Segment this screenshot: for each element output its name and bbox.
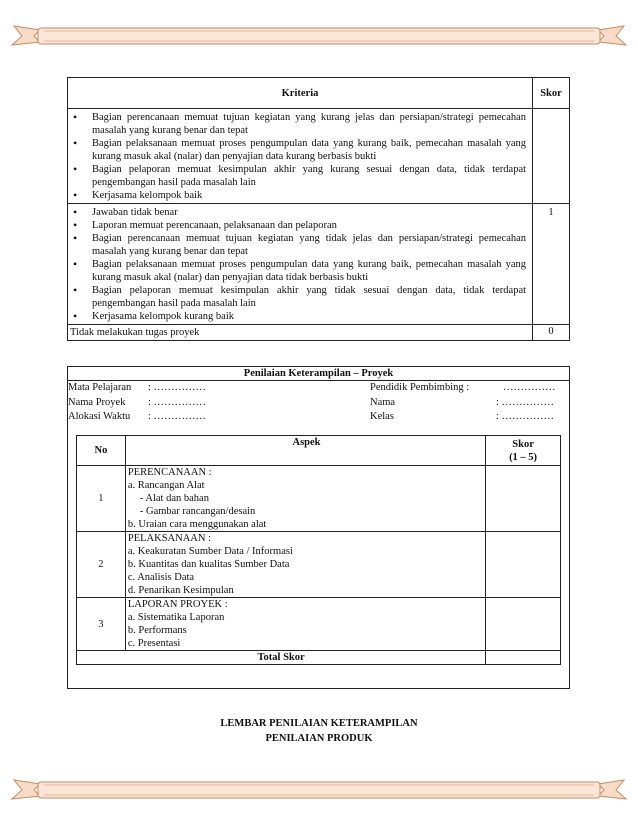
kelas-value: : …………… (496, 411, 555, 422)
list-item: • Bagian pelaporan memuat kesimpulan akhir yang kurang sesuai dengan data, tidak terdapat pengembangan hasil pada masalah lain (68, 163, 526, 189)
table-row (68, 109, 570, 204)
kelas-label: Kelas (370, 411, 394, 422)
score-cell: 1 (533, 204, 570, 325)
criteria-cell: Tidak melakukan tugas proyek (68, 325, 533, 341)
list-item: • Bagian pelaporan memuat kesimpulan akhir yang tidak sesuai dengan data, tidak terdapat pengembangan hasil pada masalah lain (68, 284, 526, 310)
alokasi-waktu-label: Alokasi Waktu (68, 411, 131, 422)
heading-line-2: PENILAIAN PRODUK (265, 733, 373, 744)
aspect-score-table (76, 435, 561, 665)
aspect-line: b. Performans (127, 625, 187, 636)
form-row (68, 381, 569, 394)
aspect-line: - Alat dan bahan (139, 493, 209, 504)
list-item: • Kerjasama kelompok kurang baik (68, 310, 526, 323)
row-number: 1 (77, 466, 126, 532)
pendidik-label: Pendidik Pembimbing : (370, 382, 470, 393)
heading-line-1: LEMBAR PENILAIAN KETERAMPILAN (220, 718, 418, 729)
total-score-cell[interactable] (486, 651, 561, 665)
header-no: No (77, 436, 126, 466)
nama-proyek-label: Nama Proyek (68, 397, 126, 408)
aspect-line: a. Sistematika Laporan (127, 612, 225, 623)
decorative-ribbon-banner (0, 772, 638, 806)
alokasi-waktu-value: : …………… (148, 411, 207, 422)
list-item: • Jawaban tidak benar (68, 206, 526, 219)
criteria-score-table (67, 77, 570, 341)
nama-proyek-value: : …………… (148, 397, 207, 408)
table-row (77, 598, 561, 651)
criteria-list (68, 109, 532, 203)
table-row (68, 325, 570, 341)
score-cell (533, 109, 570, 204)
aspect-line: c. Presentasi (127, 638, 181, 649)
list-item: • Bagian perencanaan memuat tujuan kegiatan yang tidak jelas dan persiapan/strategi pemecahan masalah yang kurang benar dan tepat (68, 232, 526, 258)
header-aspek: Aspek (125, 436, 485, 466)
score-input-cell[interactable] (486, 598, 561, 651)
row-number: 2 (77, 532, 126, 598)
table-header-row (68, 78, 570, 109)
list-item: • Bagian pelaksanaan memuat proses pengumpulan data yang kurang baik, pemecahan masalah yang kurang masuk akal (nalar) dan penyajian data kurang berbasis bukti (68, 137, 526, 163)
criteria-list (68, 204, 532, 324)
pendidik-value: …………… (503, 382, 556, 393)
aspect-line: a. Keakuratan Sumber Data / Informasi (127, 546, 293, 557)
row-number: 3 (77, 598, 126, 651)
mata-pelajaran-label: Mata Pelajaran (68, 382, 132, 393)
form-row (68, 410, 569, 423)
header-skor: Skor (533, 78, 570, 109)
table-row (77, 466, 561, 532)
project-skill-assessment-form (67, 366, 570, 689)
aspect-cell (125, 532, 485, 598)
aspect-line: a. Rancangan Alat (127, 480, 205, 491)
score-input-cell[interactable] (486, 466, 561, 532)
aspect-line: PERENCANAAN : (127, 467, 212, 478)
criteria-cell (68, 204, 533, 325)
score-input-cell[interactable] (486, 532, 561, 598)
header-skor (486, 436, 561, 466)
table-row (68, 204, 570, 325)
total-score-label: Total Skor (77, 651, 486, 665)
list-item: • Laporan memuat perencanaan, pelaksanaan dan pelaporan (68, 219, 526, 232)
header-kriteria: Kriteria (68, 78, 533, 109)
score-cell: 0 (533, 325, 570, 341)
list-item: • Bagian pelaksanaan memuat proses pengumpulan data yang kurang baik, pemecahan masalah yang kurang masuk akal (nalar) dan penyajian data tidak berbasis bukti (68, 258, 526, 284)
header-skor-label: Skor (512, 438, 534, 450)
list-item: • Bagian perencanaan memuat tujuan kegiatan yang kurang jelas dan persiapan/strategi pemecahan masalah yang kurang benar dan tepat (68, 111, 526, 137)
decorative-ribbon-banner (0, 18, 638, 52)
aspect-cell (125, 466, 485, 532)
table-row (77, 532, 561, 598)
aspect-line: - Gambar rancangan/desain (139, 506, 256, 517)
aspect-line: LAPORAN PROYEK : (127, 599, 228, 610)
aspect-line: c. Analisis Data (127, 572, 195, 583)
criteria-cell (68, 109, 533, 204)
form-title: Penilaian Keterampilan – Proyek (68, 367, 569, 381)
aspect-cell (125, 598, 485, 651)
table-header-row (77, 436, 561, 466)
nama-value: : …………… (496, 397, 555, 408)
aspect-line: b. Kuantitas dan kualitas Sumber Data (127, 559, 290, 570)
mata-pelajaran-value: : …………… (148, 382, 207, 393)
list-item: • Kerjasama kelompok baik (68, 189, 526, 202)
aspect-line: b. Uraian cara menggunakan alat (127, 519, 267, 530)
nama-label: Nama (370, 397, 396, 408)
aspect-line: PELAKSANAAN : (127, 533, 211, 544)
section-heading (0, 716, 638, 746)
total-row (77, 651, 561, 665)
header-skor-range: (1 – 5) (509, 451, 538, 463)
form-row (68, 396, 569, 409)
aspect-line: d. Penarikan Kesimpulan (127, 585, 234, 596)
